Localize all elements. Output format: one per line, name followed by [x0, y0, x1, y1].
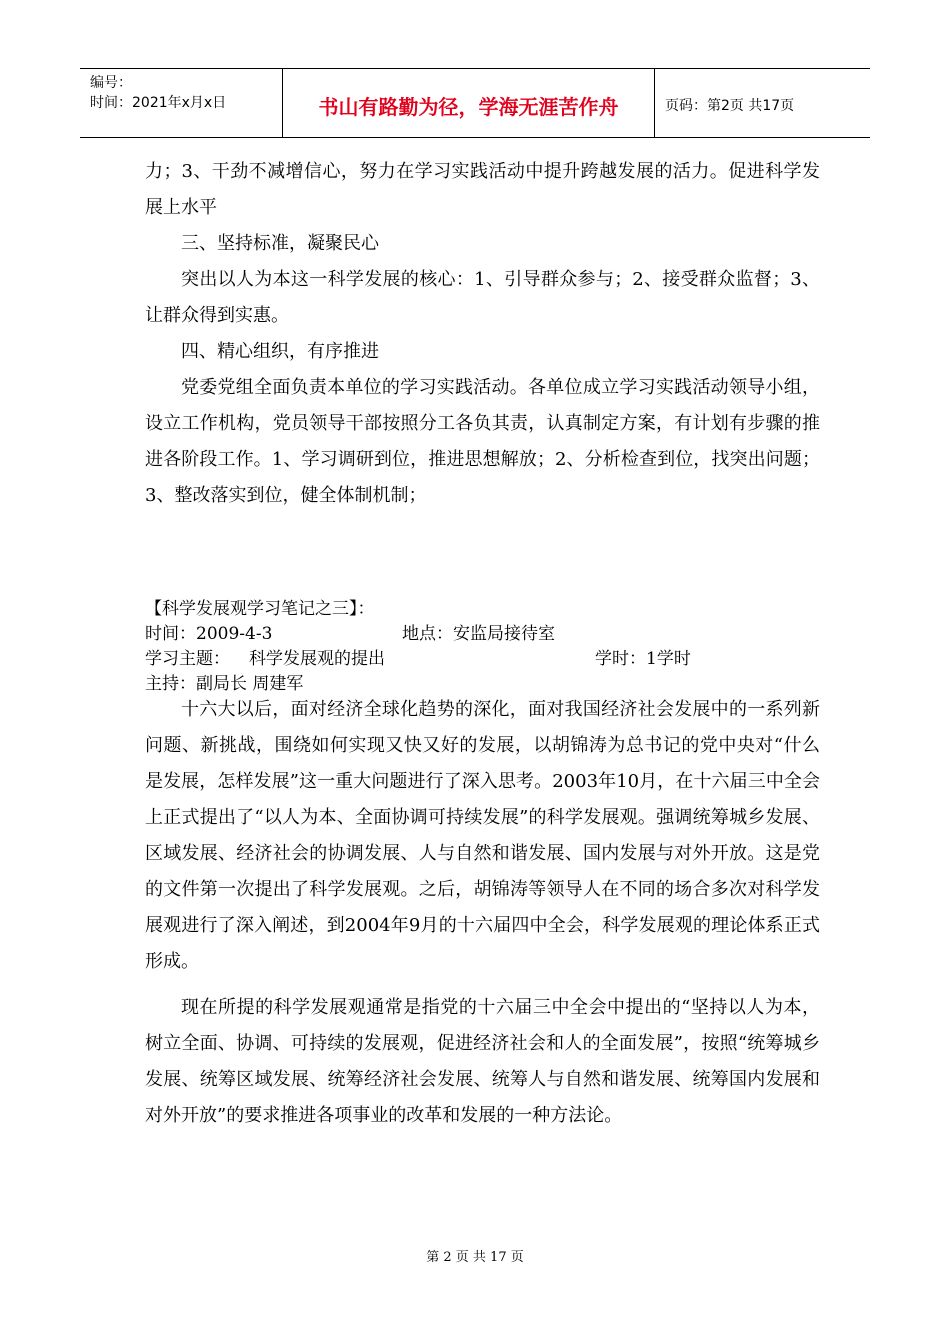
- note-title: 【科学发展观学习笔记之三】：: [145, 599, 375, 619]
- note-hours: 学时：1学时: [595, 649, 691, 669]
- note-time: 时间：2009-4-3: [145, 624, 273, 644]
- header-motto-cell: [283, 69, 655, 137]
- page-header: [80, 68, 870, 138]
- paragraph-methodology: 现在所提的科学发展观通常是指党的十六届三中全会中提出的“坚持以人为本，树立全面、协调、可持续的发展观，促进经济社会和人的全面发展”，按照“统筹城乡发展、统筹区域发展、统筹经济社会发展、统筹人与自然和谐发展、统筹国内发展和对外开放”的要求推进各项事业的改革和发展的一种方法论。: [145, 997, 820, 1126]
- number-label: 编号：: [90, 75, 132, 91]
- header-right-cell: [655, 69, 870, 137]
- note-topic-label: 学习主题：: [145, 649, 230, 669]
- paragraph-organization: 党委党组全面负责本单位的学习实践活动。各单位成立学习实践活动领导小组，设立工作机构，党员领导干部按照分工各负其责，认真制定方案，有计划有步骤的推进各阶段工作。1、学习调研到位，推进思想解放；2、分析检查到位，找突出问题；3、整改落实到位，健全体制机制；: [145, 377, 820, 506]
- page-info: 页码：第2页 共17页: [665, 98, 795, 114]
- paragraph-history: 十六大以后，面对经济全球化趋势的深化，面对我国经济社会发展中的一系列新问题、新挑战，围绕如何实现又快又好的发展，以胡锦涛为总书记的党中央对“什么是发展，怎样发展”这一重大问题进行了深入思考。2003年10月，在十六届三中全会上正式提出了“以人为本、全面协调可持续发展”的科学发展观。强调统筹城乡发展、区域发展、经济社会的协调发展、人与自然和谐发展、国内发展与对外开放。这是党的文件第一次提出了科学发展观。之后，胡锦涛等领导人在不同的场合多次对科学发展观进行了深入阐述，到2004年9月的十六届四中全会，科学发展观的理论体系正式形成。: [145, 699, 820, 972]
- note-topic: 科学发展观的提出: [249, 649, 385, 669]
- page-footer: 第 2 页 共 17 页: [426, 1250, 524, 1265]
- section-heading-4: 四、精心组织，有序推进: [181, 341, 379, 362]
- section-heading-3: 三、坚持标准，凝聚民心: [181, 233, 379, 254]
- paragraph-continuation: 力；3、干劲不减增信心，努力在学习实践活动中提升跨越发展的活力。促进科学发展上水平: [145, 161, 820, 218]
- paragraph-core: 突出以人为本这一科学发展的核心：1、引导群众参与；2、接受群众监督；3、让群众得到实惠。: [145, 269, 820, 326]
- note-host: 主持：副局长 周建军: [145, 674, 304, 694]
- note-place: 地点：安监局接待室: [402, 624, 555, 644]
- header-left-cell: [80, 69, 283, 137]
- date-label: 时间：2021年x月x日: [90, 95, 227, 111]
- motto: 书山有路勤为径，学海无涯苦作舟: [318, 95, 619, 119]
